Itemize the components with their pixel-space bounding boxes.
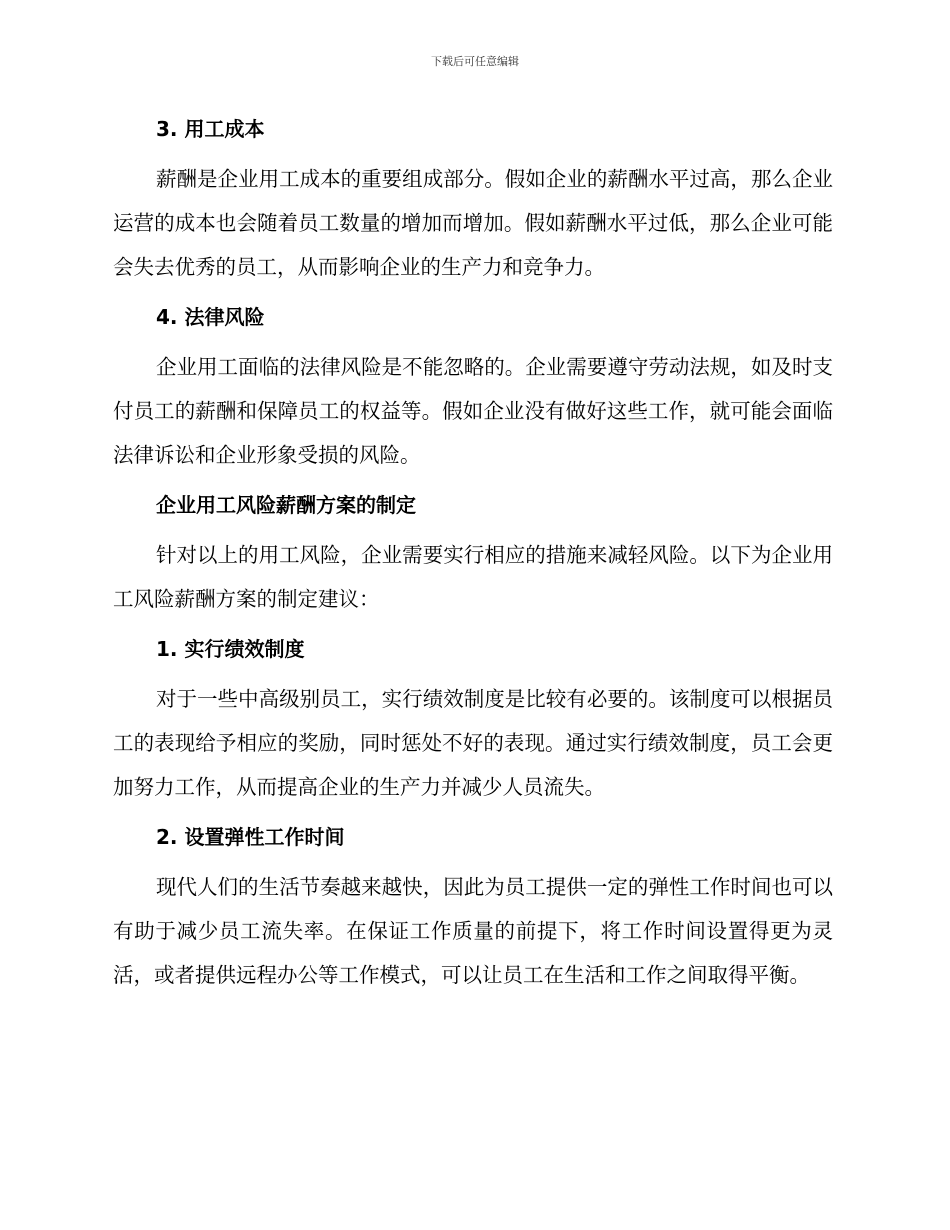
section-paragraph: 企业用工面临的法律风险是不能忽略的。企业需要遵守劳动法规，如及时支付员工的薪酬和保障员工的权益等。假如企业没有做好这些工作，就可能会面临法律诉讼和企业形象受损的风险。	[113, 355, 833, 467]
section-legal-risk	[113, 302, 833, 477]
section-performance-system	[113, 634, 833, 809]
section-labor-cost	[113, 114, 833, 289]
section-heading: 4. 法律风险	[156, 305, 265, 329]
section-heading: 企业用工风险薪酬方案的制定	[156, 493, 416, 517]
section-flexible-hours	[113, 822, 833, 997]
section-paragraph: 薪酬是企业用工成本的重要组成部分。假如企业的薪酬水平过高，那么企业运营的成本也会随着员工数量的增加而增加。假如薪酬水平过低，那么企业可能会失去优秀的员工，从而影响企业的生产力和竞争力。	[113, 167, 833, 279]
section-paragraph: 针对以上的用工风险，企业需要实行相应的措施来减轻风险。以下为企业用工风险薪酬方案的制定建议：	[113, 543, 833, 611]
page-header-note: 下载后可任意编辑	[431, 55, 519, 68]
section-heading: 3. 用工成本	[156, 117, 265, 141]
section-heading: 2. 设置弹性工作时间	[156, 825, 345, 849]
section-paragraph: 对于一些中高级别员工，实行绩效制度是比较有必要的。该制度可以根据员工的表现给予相应的奖励，同时惩处不好的表现。通过实行绩效制度，员工会更加努力工作，从而提高企业的生产力并减少人员流失。	[113, 687, 833, 799]
section-paragraph: 现代人们的生活节奏越来越快，因此为员工提供一定的弹性工作时间也可以有助于减少员工流失率。在保证工作质量的前提下，将工作时间设置得更为灵活，或者提供远程办公等工作模式，可以让员工在生活和工作之间取得平衡。	[113, 875, 833, 987]
document-body	[113, 114, 833, 997]
section-plan-formulation	[113, 490, 833, 621]
section-heading: 1. 实行绩效制度	[156, 637, 305, 661]
